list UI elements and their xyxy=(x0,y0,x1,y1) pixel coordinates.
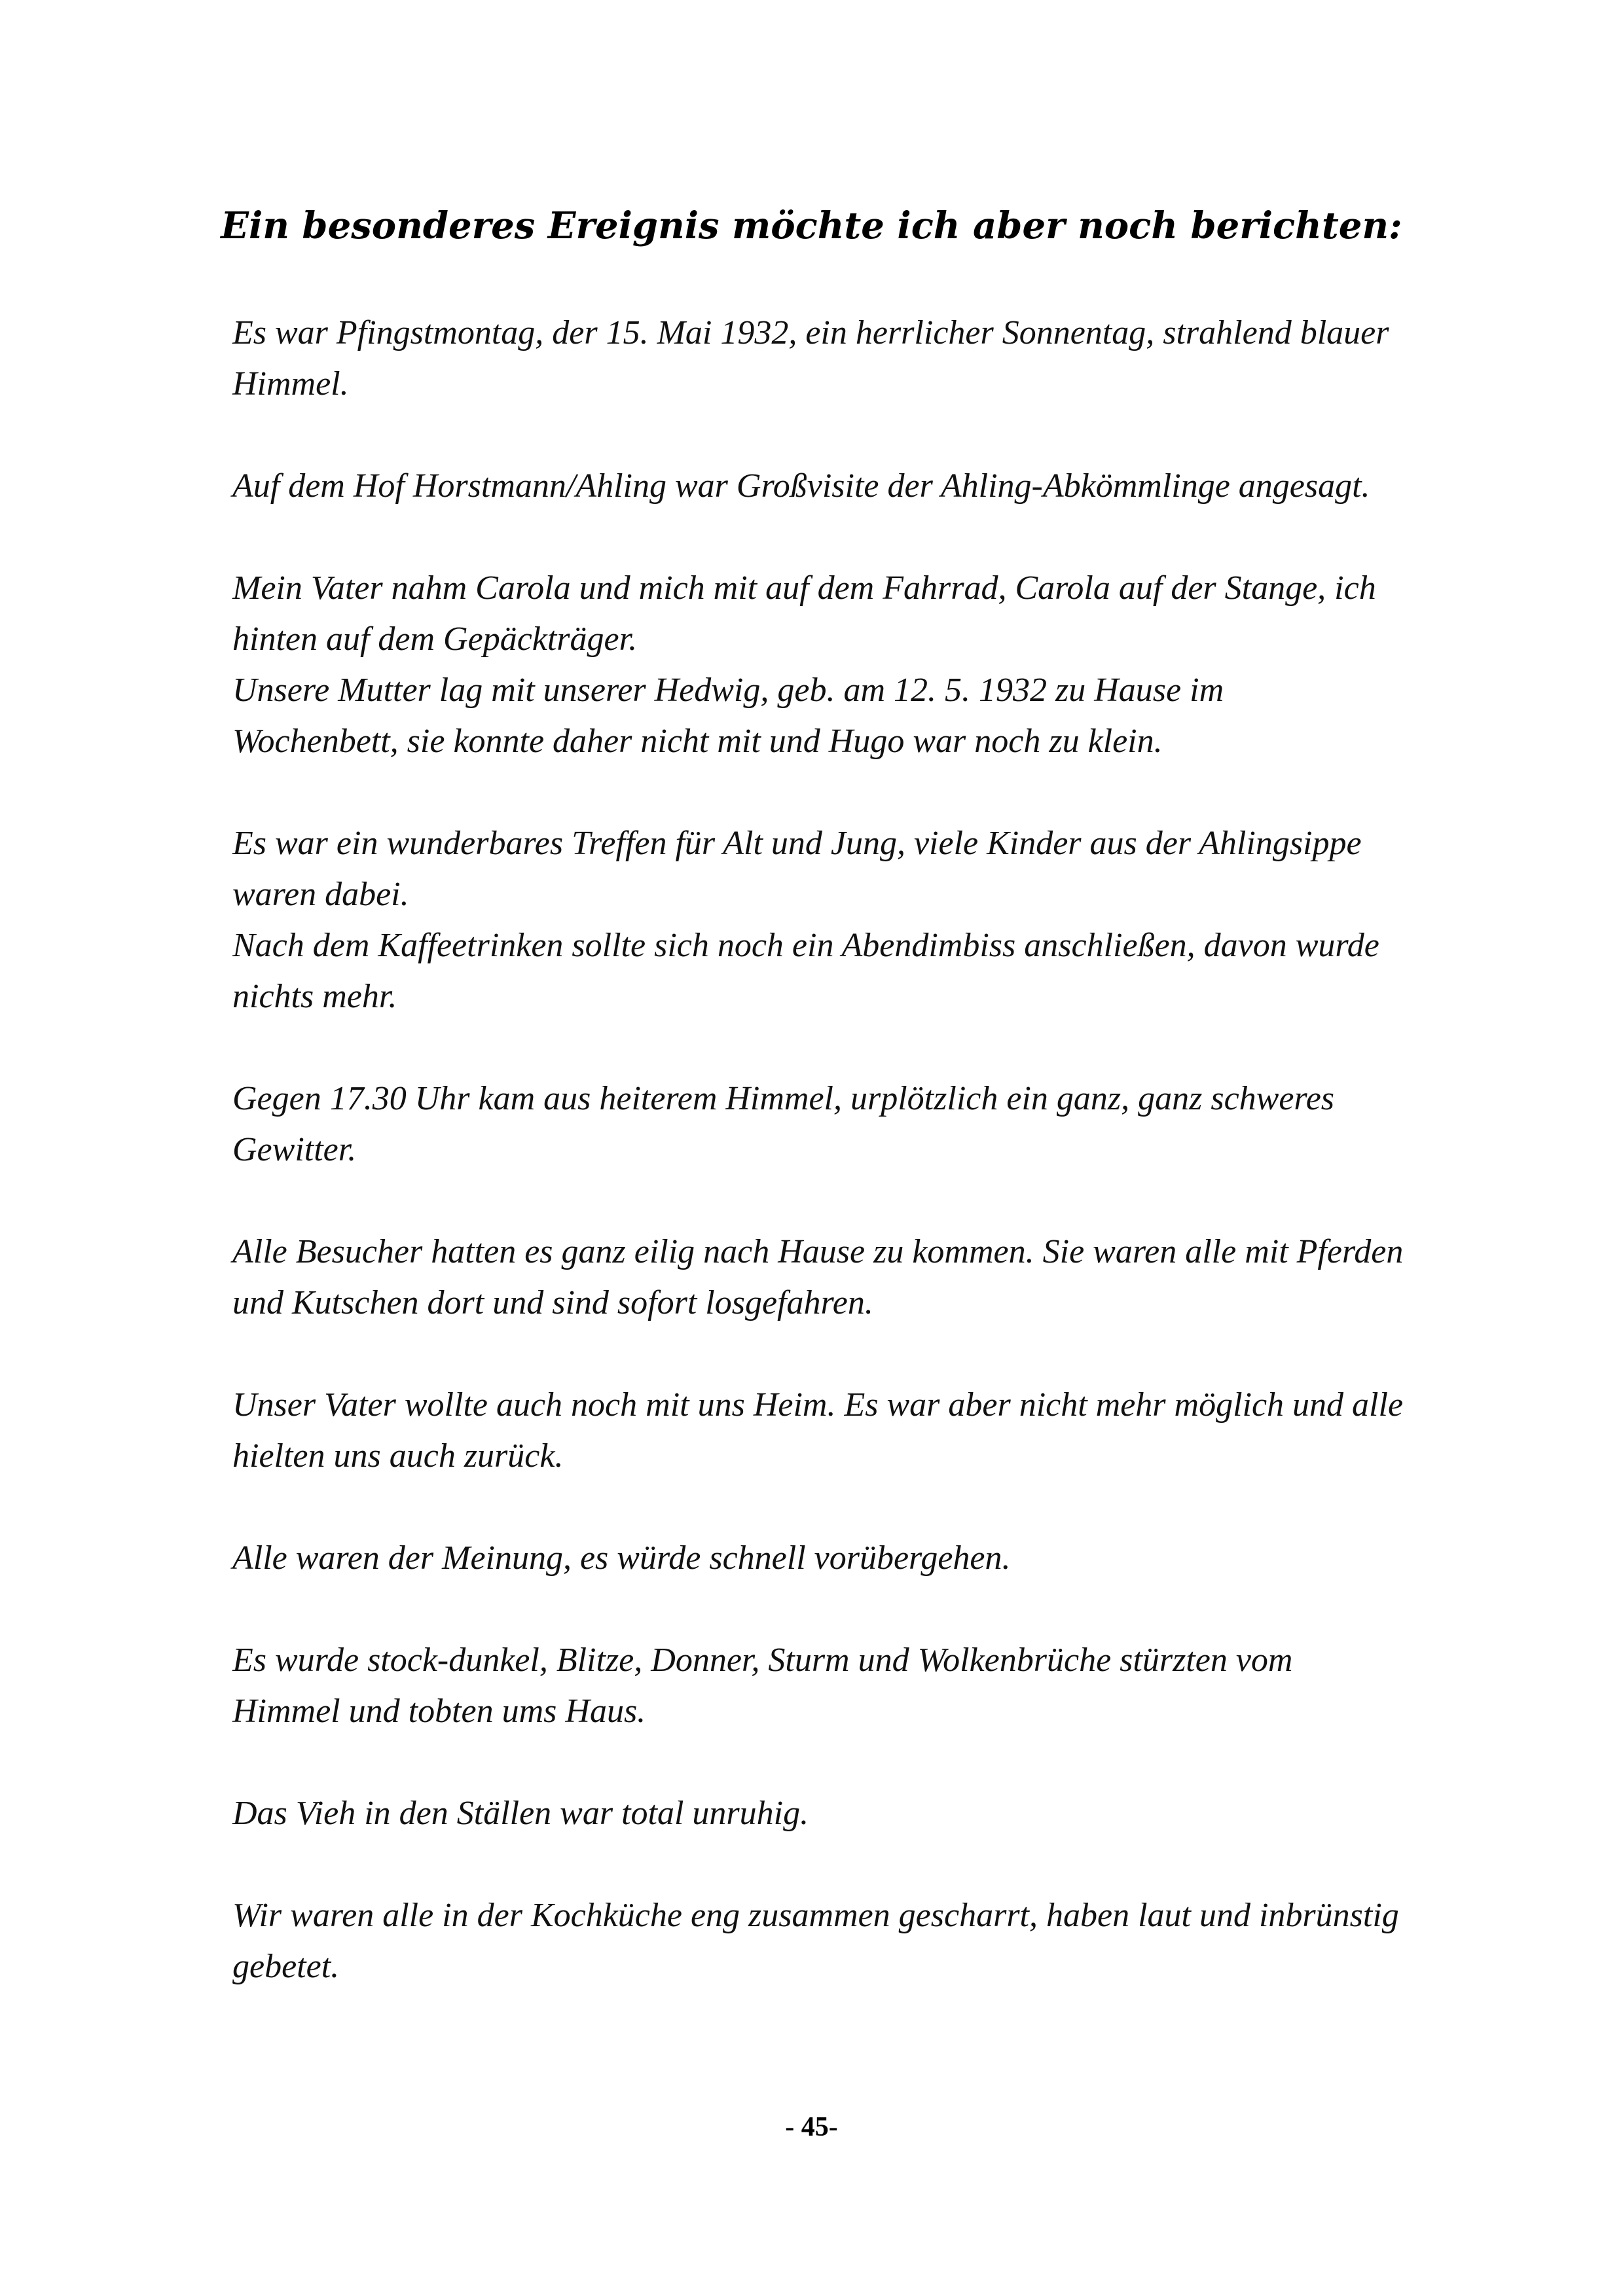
paragraph xyxy=(232,1227,1535,1329)
text-line: Auf dem Hof Horstmann/Ahling war Großvisite der Ahling-Abkömmlinge angesagt. xyxy=(232,467,1370,505)
body-text xyxy=(232,308,1535,2043)
paragraph xyxy=(232,818,1535,920)
text-line: gebetet. xyxy=(232,1948,340,1985)
text-line: hinten auf dem Gepäckträger. xyxy=(232,620,638,658)
section-heading: Ein besonderes Ereignis möchte ich aber noch berichten: xyxy=(221,204,1402,247)
paragraph xyxy=(232,1073,1535,1175)
paragraph xyxy=(232,1635,1535,1737)
page-number: - 45- xyxy=(785,2112,838,2142)
text-line: Wir waren alle in der Kochküche eng zusammen gescharrt, haben laut und inbrünstig xyxy=(232,1897,1399,1934)
text-line: hielten uns auch zurück. xyxy=(232,1437,564,1475)
text-line: Gewitter. xyxy=(232,1131,357,1168)
text-line: Mein Vater nahm Carola und mich mit auf dem Fahrrad, Carola auf der Stange, ich xyxy=(232,569,1376,607)
paragraph xyxy=(232,1533,1535,1584)
text-line: Gegen 17.30 Uhr kam aus heiterem Himmel, urplötzlich ein ganz, ganz schweres xyxy=(232,1080,1335,1117)
text-line: Es war ein wunderbares Treffen für Alt und Jung, viele Kinder aus der Ahlingsippe xyxy=(232,825,1362,862)
paragraph xyxy=(232,665,1535,767)
paragraph xyxy=(232,1788,1535,1839)
text-line: Unsere Mutter lag mit unserer Hedwig, geb. am 12. 5. 1932 zu Hause im xyxy=(232,672,1224,709)
paragraph xyxy=(232,920,1535,1022)
text-line: Wochenbett, sie konnte daher nicht mit und Hugo war noch zu klein. xyxy=(232,723,1163,760)
text-line: Unser Vater wollte auch noch mit uns Heim. Es war aber nicht mehr möglich und alle xyxy=(232,1386,1404,1424)
paragraph xyxy=(232,1890,1535,1992)
text-line: und Kutschen dort und sind sofort losgefahren. xyxy=(232,1284,873,1321)
text-line: Nach dem Kaffeetrinken sollte sich noch ein Abendimbiss anschließen, davon wurde xyxy=(232,927,1379,964)
text-line: Es war Pfingstmontag, der 15. Mai 1932, ein herrlicher Sonnentag, strahlend blauer xyxy=(232,314,1389,351)
text-line: Alle waren der Meinung, es würde schnell vorübergehen. xyxy=(232,1539,1011,1577)
paragraph xyxy=(232,563,1535,665)
paragraph xyxy=(232,308,1535,410)
text-line: nichts mehr. xyxy=(232,978,397,1015)
text-line: Das Vieh in den Ställen war total unruhig. xyxy=(232,1795,809,1832)
text-line: Es wurde stock-dunkel, Blitze, Donner, Sturm und Wolkenbrüche stürzten vom xyxy=(232,1641,1293,1679)
paragraph xyxy=(232,1380,1535,1482)
text-line: waren dabei. xyxy=(232,876,409,913)
text-line: Himmel und tobten ums Haus. xyxy=(232,1693,646,1730)
paragraph xyxy=(232,461,1535,512)
text-line: Himmel. xyxy=(232,365,349,403)
text-line: Alle Besucher hatten es ganz eilig nach Hause zu kommen. Sie waren alle mit Pferden xyxy=(232,1233,1404,1270)
